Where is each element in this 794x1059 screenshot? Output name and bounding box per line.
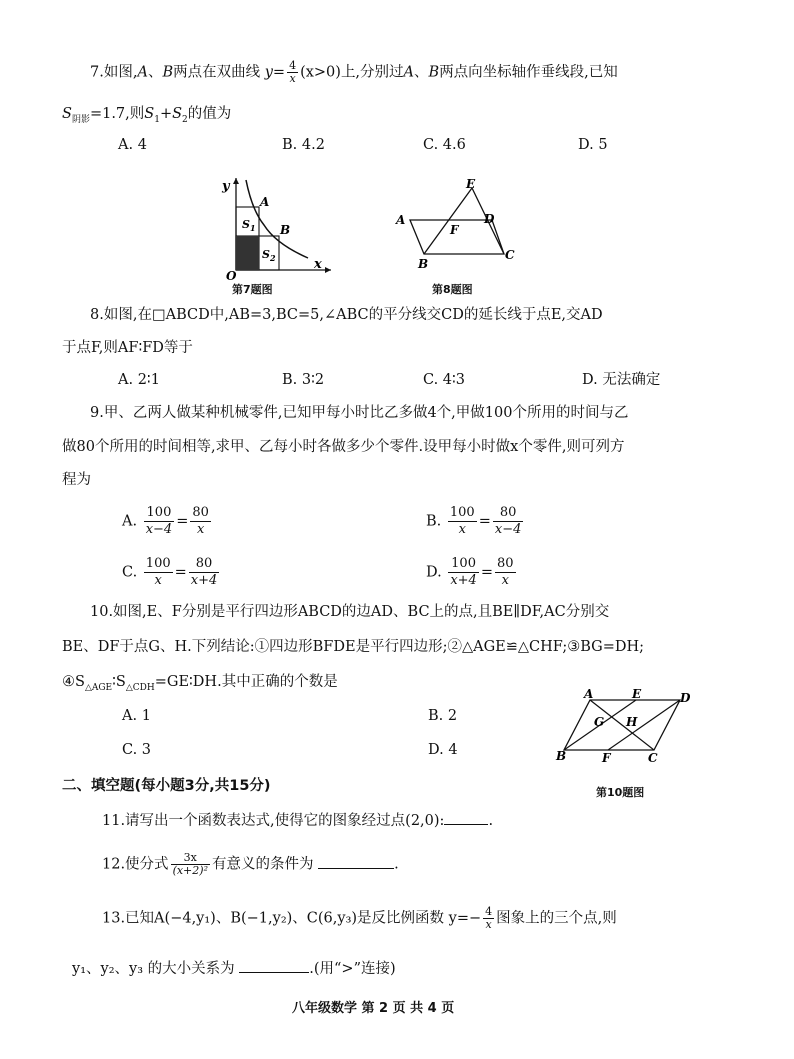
fig8-label-e: E bbox=[466, 177, 476, 191]
fig10-label-f: F bbox=[602, 751, 611, 765]
fig10-label-h: H bbox=[626, 715, 638, 729]
fig7-label-y: y bbox=[222, 179, 230, 194]
q10-line1: 10.如图,E、F分别是平行四边形ABCD的边AD、BC上的点,且BE∥DF,AC分别交 bbox=[90, 604, 610, 620]
q9-line2: 做80个所用的时间相等,求甲、乙每小时各做多少个零件.设甲每小时做x个零件,则可列方 bbox=[62, 439, 625, 455]
fig8-label-d: D bbox=[484, 212, 495, 226]
fig10-caption: 第10题图 bbox=[596, 786, 645, 799]
fig8-label-f: F bbox=[450, 223, 459, 237]
q12-line: 12.使分式 $\frac{3x}{\text{(x+2)²}}$ 有意义的条件为 . bbox=[102, 851, 399, 877]
q9-option-d: D. $\frac{100}{x+4}$ = $\frac{80}{x}$ bbox=[426, 556, 514, 588]
q12-fraction: $\frac{3x}{\text{(x+2)²}}$ bbox=[172, 851, 208, 877]
q7-fraction: $\frac{4}{x}$ bbox=[289, 59, 297, 85]
q13-line1: 13.已知A(−4,y₁)、B(−1,y₂)、C(6,y₃)是反比例函数 y=− $\frac{4}{x}$ 图象上的三个点,则 bbox=[102, 905, 617, 931]
fig10-label-g: G bbox=[594, 715, 605, 729]
fig8-label-a: A bbox=[396, 213, 406, 227]
q10-line3: $④S_{\triangle AGE}∶S_{\triangle CDH}=GE∶DH$.其中正确的个数是 bbox=[62, 674, 338, 693]
q13-fraction: $\frac{4}{x}$ bbox=[485, 905, 493, 931]
fig7-y-arrow bbox=[233, 178, 239, 184]
q7-option-b: B. 4.2 bbox=[282, 137, 325, 153]
q8-option-a: A. 2∶1 bbox=[118, 372, 160, 388]
q10-option-c: C. 3 bbox=[122, 742, 152, 758]
figure-7 bbox=[216, 170, 336, 282]
fig7-x-arrow bbox=[325, 267, 331, 273]
q7-line2: $S_{阴影}=1.7$,则$S_1+S_2$的值为 bbox=[62, 106, 232, 125]
fig8-caption: 第8题图 bbox=[432, 283, 473, 296]
q10-option-a: A. 1 bbox=[122, 708, 151, 724]
fig7-label-a: A bbox=[260, 195, 270, 209]
fig10-label-d: D bbox=[680, 691, 691, 705]
fig7-label-s1: $S_1$ bbox=[242, 218, 256, 233]
fig8-bisector bbox=[424, 188, 472, 254]
q12-answer-blank[interactable] bbox=[318, 854, 394, 869]
q7-option-c: C. 4.6 bbox=[423, 137, 466, 153]
section-2-title: 二、填空题(每小题3分,共15分) bbox=[62, 778, 271, 794]
q13-line2: y₁、y₂、y₃ 的大小关系为 .(用“>”连接) bbox=[72, 958, 396, 979]
q9-option-b: B. $\frac{100}{x}$ = $\frac{80}{x-4}$ bbox=[426, 505, 522, 537]
q10-option-d: D. 4 bbox=[428, 742, 458, 758]
q8-option-b: B. 3∶2 bbox=[282, 372, 325, 388]
figure-8 bbox=[392, 176, 522, 270]
fig7-label-s2: $S_2$ bbox=[262, 248, 276, 263]
fig8-label-c: C bbox=[505, 248, 515, 262]
q9-line1: 9.甲、乙两人做某种机械零件,已知甲每小时比乙多做4个,甲做100个所用的时间与乙 bbox=[90, 405, 629, 421]
fig10-label-a: A bbox=[584, 688, 594, 701]
fig7-label-o: O bbox=[226, 269, 237, 282]
figure-10 bbox=[552, 688, 692, 770]
fig7-label-b: B bbox=[280, 223, 291, 237]
q13-answer-blank[interactable] bbox=[239, 958, 309, 973]
q10-line2: BE、DF于点G、H.下列结论:①四边形BFDE是平行四边形;②△AGE≌△CHF;③BG=DH; bbox=[62, 639, 645, 655]
page-footer: 八年级数学 第 2 页 共 4 页 bbox=[292, 1001, 455, 1016]
q7-line1: 7.如图,A、B两点在双曲线 y= $\frac{4}{x}$ (x>0)上,分别过A、B两点向坐标轴作垂线段,已知 bbox=[90, 59, 618, 85]
q8-line2: 于点F,则AF∶FD等于 bbox=[62, 340, 193, 356]
fig7-shaded-region bbox=[236, 236, 259, 270]
q7-number: 7. bbox=[90, 64, 104, 81]
q8-line1: 8.如图,在□ABCD中,AB=3,BC=5,∠ABC的平分线交CD的延长线于点E,交AD bbox=[90, 307, 603, 323]
fig7-caption: 第7题图 bbox=[232, 283, 273, 296]
q8-option-d: D. 无法确定 bbox=[582, 372, 661, 388]
fig8-label-b: B bbox=[418, 257, 429, 270]
q7-option-d: D. 5 bbox=[578, 137, 608, 153]
fig10-label-b: B bbox=[556, 749, 567, 763]
q11-answer-blank[interactable] bbox=[444, 810, 488, 825]
q11-line: 11.请写出一个函数表达式,使得它的图象经过点(2,0): . bbox=[102, 810, 493, 831]
q10-option-b: B. 2 bbox=[428, 708, 458, 724]
fig7-label-x: x bbox=[314, 257, 322, 272]
q9-option-c: C. $\frac{100}{x}$ = $\frac{80}{x+4}$ bbox=[122, 556, 218, 588]
q8-option-c: C. 4∶3 bbox=[423, 372, 466, 388]
q9-line3: 程为 bbox=[62, 472, 91, 488]
fig10-label-e: E bbox=[632, 688, 642, 701]
fig10-label-c: C bbox=[648, 751, 658, 765]
q7-option-a: A. 4 bbox=[118, 137, 147, 153]
q9-option-a: A. $\frac{100}{x-4}$ = $\frac{80}{x}$ bbox=[122, 505, 209, 537]
